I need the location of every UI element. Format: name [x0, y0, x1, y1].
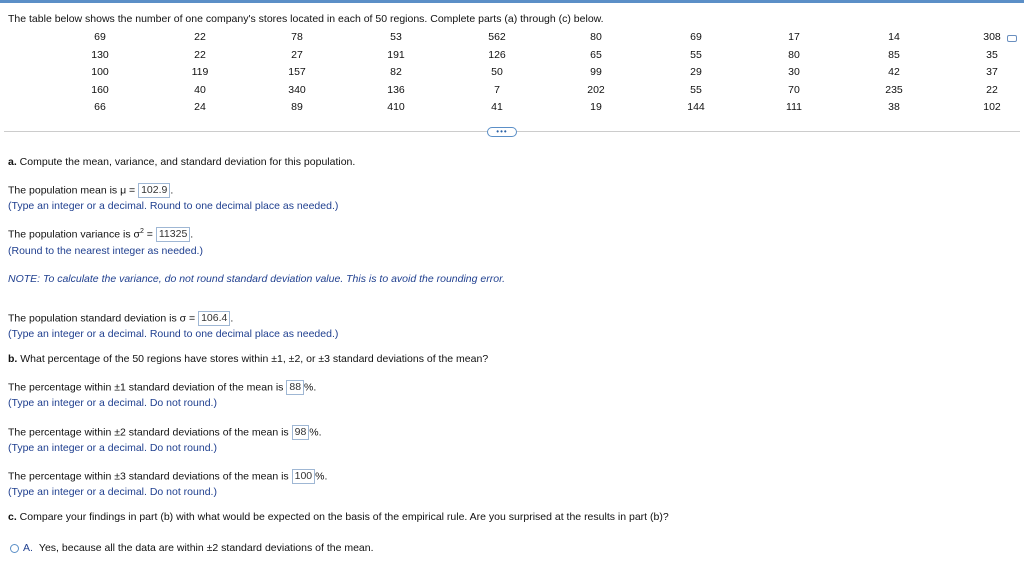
table-cell: 85	[888, 48, 900, 61]
part-c-heading	[8, 511, 669, 523]
pct2-hint: (Type an integer or a decimal. Do not round.)	[8, 442, 217, 454]
table-cell: 65	[590, 48, 602, 61]
table-row	[0, 101, 1024, 119]
table-cell: 22	[194, 31, 206, 43]
more-button[interactable]: •••	[487, 127, 517, 137]
data-table	[0, 31, 1024, 119]
table-cell: 160	[91, 83, 109, 96]
table-row	[0, 49, 1024, 67]
table-cell: 22	[986, 83, 998, 96]
table-cell: 30	[788, 66, 800, 78]
table-cell: 136	[387, 83, 405, 96]
variance-sup: 2	[139, 227, 144, 235]
table-cell: 29	[690, 66, 702, 78]
sd-label: The population standard deviation is σ =	[8, 312, 196, 325]
pct2-row	[8, 425, 322, 440]
table-cell: 562	[488, 31, 506, 43]
table-cell: 55	[690, 83, 702, 96]
pct3-hint: (Type an integer or a decimal. Do not round.)	[8, 486, 217, 498]
table-cell: 102	[983, 101, 1001, 113]
variance-label: The population variance is σ	[8, 228, 140, 241]
part-a-heading-text: a. Compute the mean, variance, and standard deviation for this population.	[8, 156, 356, 168]
table-cell: 69	[690, 31, 702, 43]
pct3-suffix: %.	[315, 470, 328, 483]
pct3-answer[interactable]: 100	[292, 469, 316, 484]
mean-answer[interactable]: 102.9	[138, 183, 170, 198]
table-row	[0, 66, 1024, 84]
pct2-answer[interactable]: 98	[292, 425, 310, 440]
option-a-radio[interactable]	[10, 544, 19, 553]
option-a[interactable]	[10, 542, 374, 554]
table-cell: 17	[788, 31, 800, 43]
table-cell: 53	[390, 31, 402, 43]
question-intro: The table below shows the number of one company's stores located in each of 50 regions. Complete parts (a) through (c) below.	[8, 13, 604, 25]
pct2-suffix: %.	[309, 426, 322, 439]
sd-period: .	[230, 312, 234, 325]
table-cell: 14	[888, 31, 900, 43]
pct3-label: The percentage within ±3 standard deviations of the mean is	[8, 470, 289, 483]
table-cell: 7	[494, 83, 500, 96]
part-c-heading-text: c. Compare your findings in part (b) with what would be expected on the basis of the empirical rule. Are you surprised at the results in part (b)?	[8, 511, 669, 523]
table-cell: 55	[690, 48, 702, 61]
part-b-heading-text: b. What percentage of the 50 regions have stores within ±1, ±2, or ±3 standard deviations of the mean?	[8, 353, 489, 365]
table-cell: 38	[888, 101, 900, 113]
table-cell: 42	[888, 66, 900, 78]
pct3-row	[8, 469, 327, 484]
sd-hint: (Type an integer or a decimal. Round to one decimal place as needed.)	[8, 328, 339, 340]
table-row	[0, 84, 1024, 102]
table-cell: 340	[288, 83, 306, 96]
top-accent-bar	[0, 0, 1024, 3]
pct1-label: The percentage within ±1 standard deviation of the mean is	[8, 381, 284, 394]
table-cell: 27	[291, 48, 303, 61]
table-cell: 410	[387, 101, 405, 113]
part-b-heading	[8, 353, 488, 365]
table-cell: 100	[91, 66, 109, 78]
mean-period: .	[170, 184, 174, 197]
table-cell: 202	[587, 83, 605, 96]
variance-period: .	[190, 228, 194, 241]
table-cell: 80	[590, 31, 602, 43]
table-cell: 41	[491, 101, 503, 113]
table-cell: 24	[194, 101, 206, 113]
table-cell: 191	[387, 48, 405, 61]
copy-icon[interactable]	[1007, 35, 1017, 42]
table-cell: 89	[291, 101, 303, 113]
table-cell: 22	[194, 48, 206, 61]
table-cell: 235	[885, 83, 903, 96]
table-cell: 40	[194, 83, 206, 96]
table-cell: 111	[786, 101, 802, 113]
table-cell: 70	[788, 83, 800, 96]
pct1-hint: (Type an integer or a decimal. Do not round.)	[8, 397, 217, 409]
sd-row	[8, 311, 233, 326]
table-cell: 144	[687, 101, 705, 113]
pct1-answer[interactable]: 88	[286, 380, 304, 395]
table-cell: 126	[488, 48, 506, 61]
pct1-row	[8, 380, 316, 395]
table-cell: 78	[291, 31, 303, 43]
table-cell: 130	[91, 48, 109, 61]
option-a-text: Yes, because all the data are within ±2 standard deviations of the mean.	[38, 542, 374, 554]
table-cell: 37	[986, 66, 998, 78]
table-cell: 50	[491, 66, 503, 78]
option-a-letter: A.	[23, 542, 33, 554]
variance-row	[8, 227, 193, 242]
table-cell: 82	[390, 66, 402, 78]
table-cell: 308	[983, 31, 1001, 43]
variance-hint: (Round to the nearest integer as needed.)	[8, 245, 203, 257]
table-cell: 99	[590, 66, 602, 78]
table-cell: 66	[94, 101, 106, 113]
mean-label: The population mean is μ =	[8, 184, 136, 197]
table-row	[0, 31, 1024, 49]
sd-answer[interactable]: 106.4	[198, 311, 230, 326]
rounding-note: NOTE: To calculate the variance, do not round standard deviation value. This is to avoid the rounding error.	[8, 273, 506, 285]
mean-row	[8, 183, 173, 198]
mean-hint: (Type an integer or a decimal. Round to one decimal place as needed.)	[8, 200, 339, 212]
variance-answer[interactable]: 11325	[156, 227, 190, 242]
table-cell: 157	[288, 66, 306, 78]
table-cell: 35	[986, 48, 998, 61]
table-cell: 19	[590, 101, 602, 113]
part-a-heading	[8, 156, 355, 168]
table-cell: 119	[191, 66, 209, 78]
table-cell: 80	[788, 48, 800, 61]
table-cell: 69	[94, 31, 106, 43]
pct1-suffix: %.	[304, 381, 317, 394]
variance-label-eq: =	[143, 228, 153, 241]
pct2-label: The percentage within ±2 standard deviations of the mean is	[8, 426, 289, 439]
